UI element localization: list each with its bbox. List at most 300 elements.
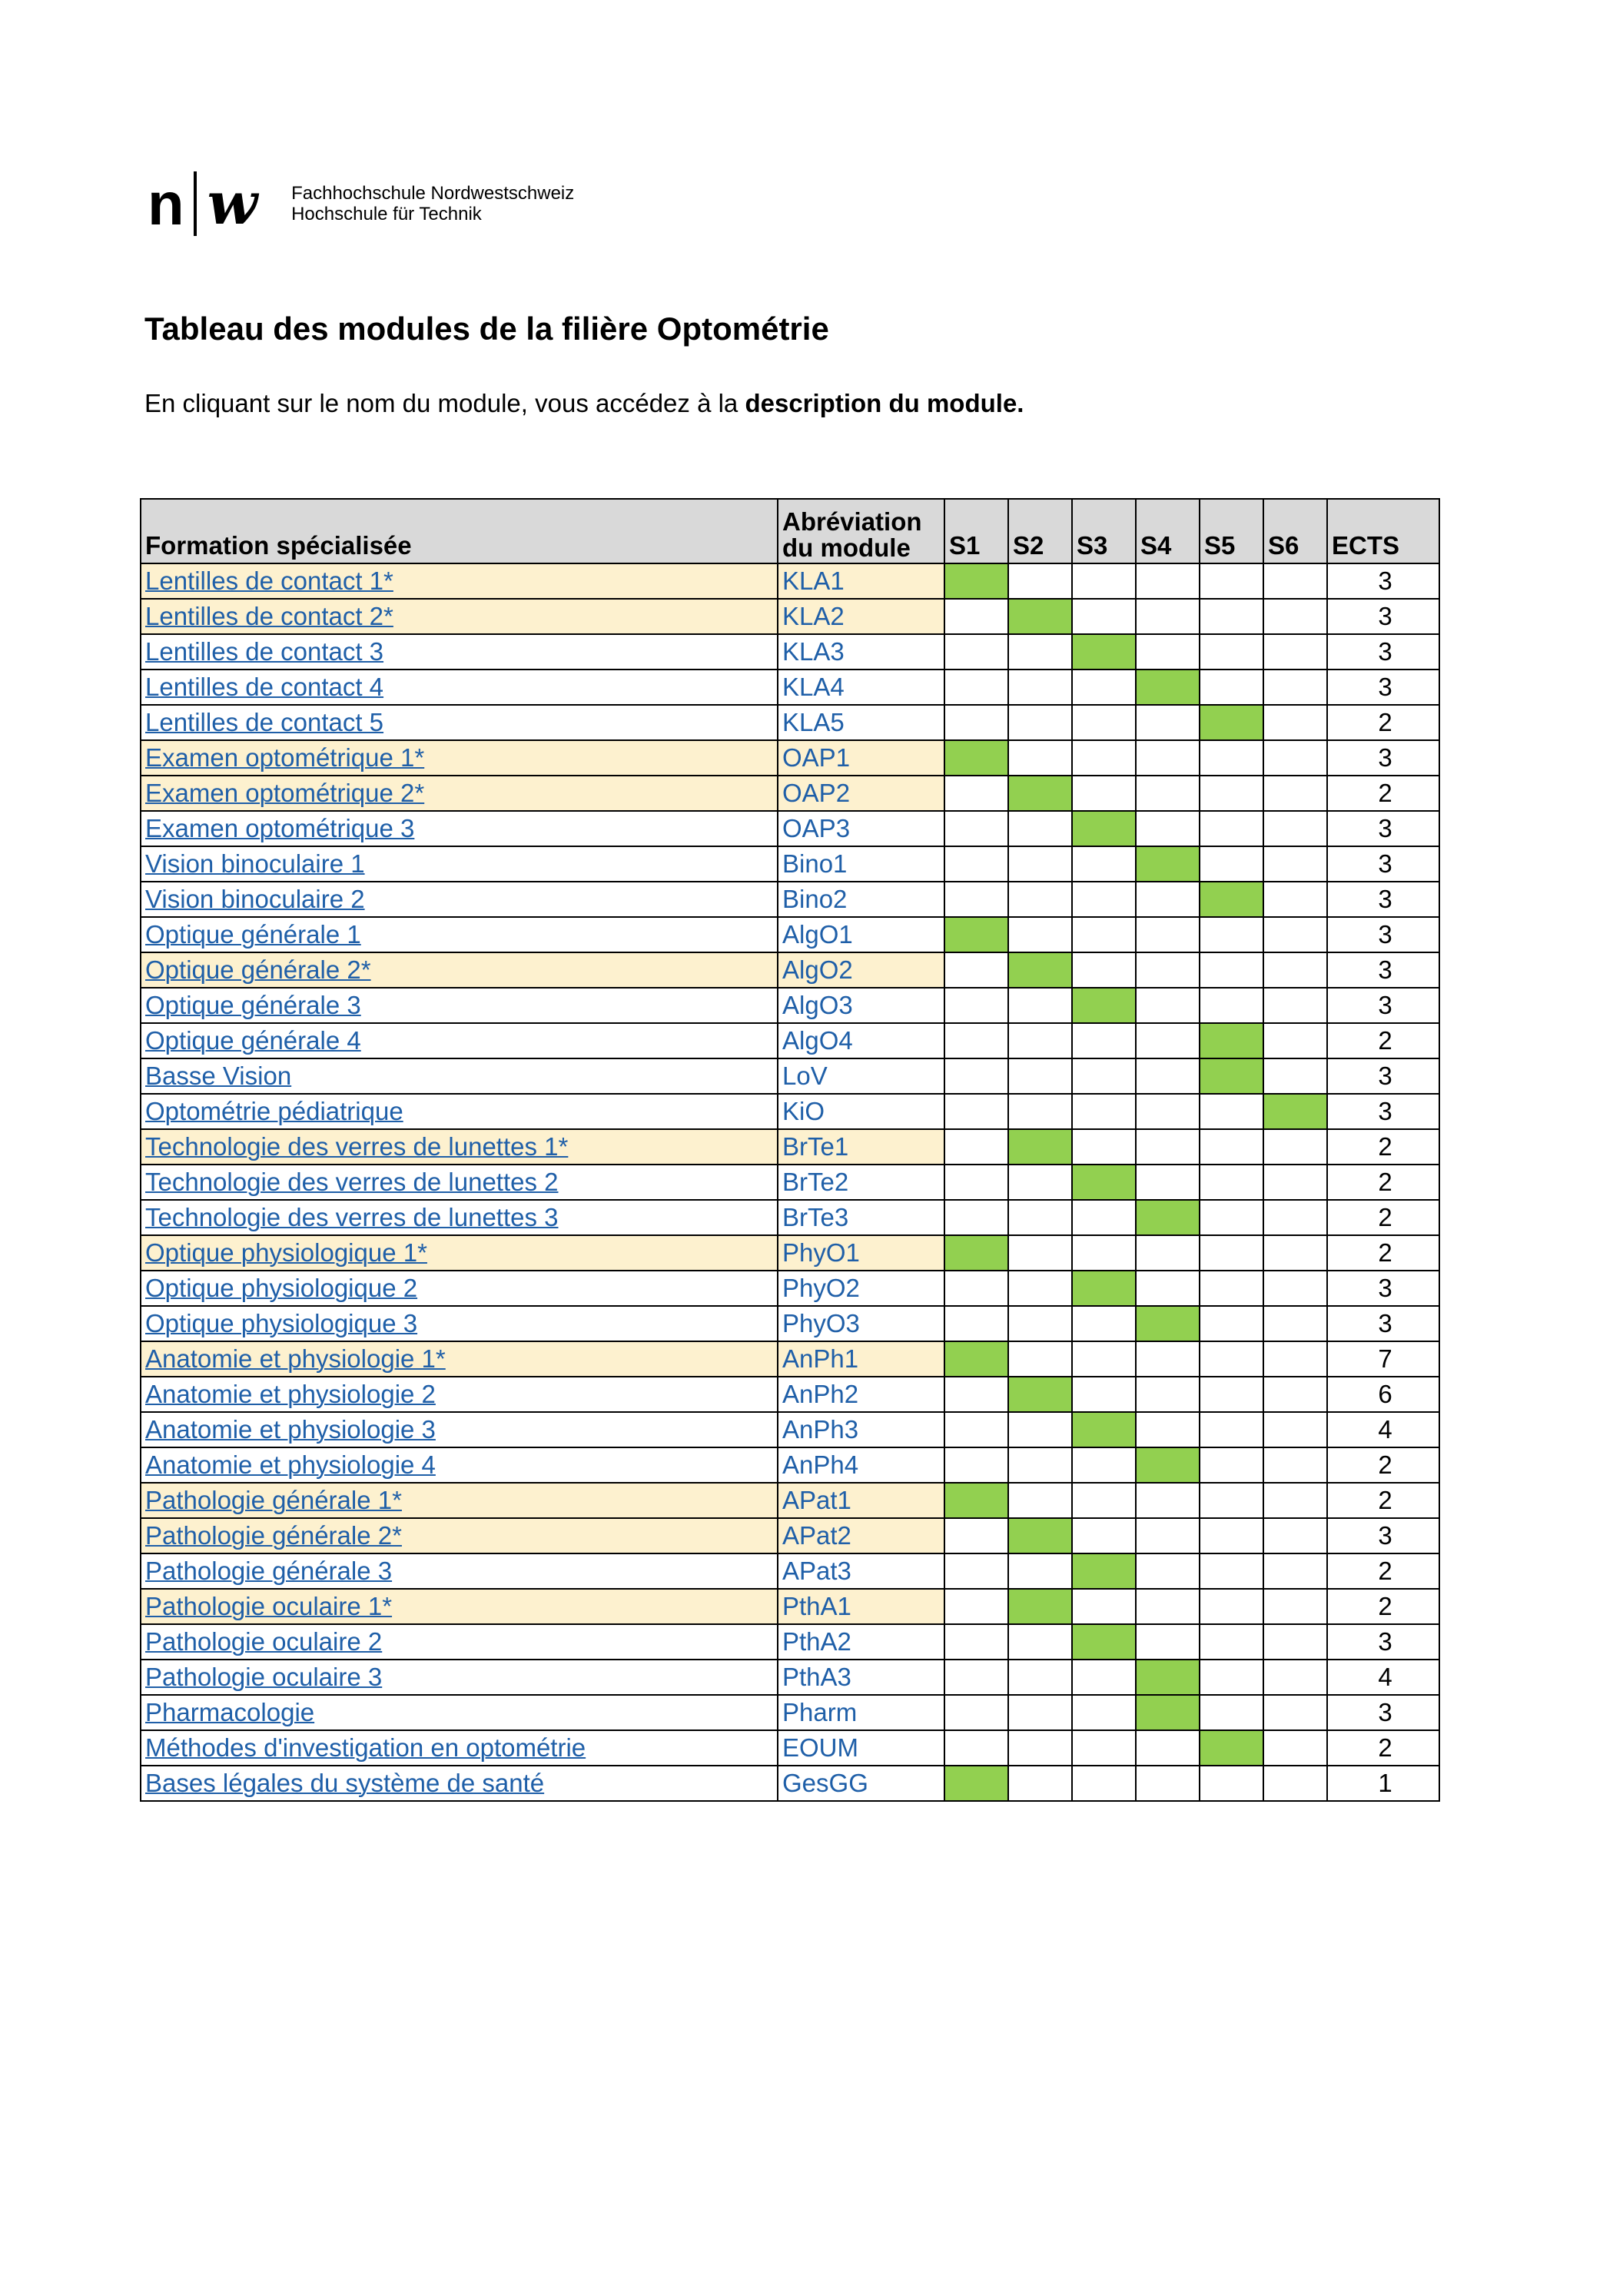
semester-marker-s4 [1136, 1447, 1200, 1483]
module-name-cell [141, 776, 778, 811]
module-link[interactable]: Lentilles de contact 2* [145, 602, 393, 630]
semester-cell-s5 [1200, 1235, 1263, 1271]
semester-cell-s4 [1136, 1235, 1200, 1271]
module-ects: 3 [1327, 811, 1439, 846]
semester-cell-s2 [1008, 1695, 1072, 1730]
module-link[interactable]: Pathologie générale 2* [145, 1521, 402, 1550]
semester-cell-s4 [1136, 1023, 1200, 1058]
semester-marker-s4 [1136, 1200, 1200, 1235]
table-row [141, 988, 1439, 1023]
module-ects: 3 [1327, 1306, 1439, 1341]
module-link[interactable]: Optométrie pédiatrique [145, 1097, 403, 1125]
header-s2: S2 [1008, 499, 1072, 563]
semester-cell-s6 [1263, 1165, 1327, 1200]
semester-cell-s6 [1263, 952, 1327, 988]
module-link[interactable]: Méthodes d'investigation en optométrie [145, 1733, 586, 1762]
module-ects: 2 [1327, 1447, 1439, 1483]
semester-cell-s3 [1072, 952, 1136, 988]
semester-cell-s4 [1136, 634, 1200, 670]
semester-cell-s2 [1008, 1553, 1072, 1589]
semester-cell-s5 [1200, 1518, 1263, 1553]
semester-cell-s2 [1008, 1483, 1072, 1518]
semester-cell-s6 [1263, 1023, 1327, 1058]
semester-cell-s3 [1072, 1589, 1136, 1624]
module-name-cell [141, 1730, 778, 1766]
fhnw-logo [148, 171, 574, 237]
semester-cell-s3 [1072, 1518, 1136, 1553]
logo-letter-w: w [207, 169, 258, 238]
module-abbreviation: KLA5 [778, 705, 944, 740]
semester-cell-s2 [1008, 1058, 1072, 1094]
semester-marker-s2 [1008, 952, 1072, 988]
semester-cell-s2 [1008, 1730, 1072, 1766]
module-link[interactable]: Lentilles de contact 5 [145, 708, 384, 736]
semester-cell-s1 [944, 599, 1008, 634]
module-link[interactable]: Examen optométrique 1* [145, 743, 425, 772]
module-ects: 3 [1327, 1624, 1439, 1660]
module-ects: 3 [1327, 1058, 1439, 1094]
semester-marker-s1 [944, 1766, 1008, 1801]
semester-cell-s5 [1200, 1553, 1263, 1589]
module-ects: 2 [1327, 1730, 1439, 1766]
semester-cell-s2 [1008, 1271, 1072, 1306]
module-abbreviation: PthA3 [778, 1660, 944, 1695]
module-abbreviation: Pharm [778, 1695, 944, 1730]
module-name-cell [141, 1447, 778, 1483]
semester-cell-s4 [1136, 563, 1200, 599]
table-row [141, 882, 1439, 917]
header-ects: ECTS [1327, 499, 1439, 563]
table-row [141, 1518, 1439, 1553]
semester-cell-s5 [1200, 1271, 1263, 1306]
module-link[interactable]: Anatomie et physiologie 4 [145, 1450, 436, 1479]
semester-marker-s3 [1072, 1553, 1136, 1589]
module-ects: 3 [1327, 740, 1439, 776]
table-row [141, 1412, 1439, 1447]
semester-cell-s4 [1136, 1624, 1200, 1660]
semester-cell-s2 [1008, 634, 1072, 670]
header-specialised-training: Formation spécialisée [141, 499, 778, 563]
module-link[interactable]: Basse Vision [145, 1062, 292, 1090]
semester-cell-s6 [1263, 1447, 1327, 1483]
semester-marker-s1 [944, 917, 1008, 952]
module-name-cell [141, 1271, 778, 1306]
semester-cell-s2 [1008, 670, 1072, 705]
semester-cell-s4 [1136, 952, 1200, 988]
semester-cell-s1 [944, 988, 1008, 1023]
semester-marker-s3 [1072, 1165, 1136, 1200]
semester-cell-s6 [1263, 1129, 1327, 1165]
semester-marker-s2 [1008, 1589, 1072, 1624]
logo-divider [194, 171, 197, 236]
table-row [141, 1341, 1439, 1377]
semester-cell-s1 [944, 776, 1008, 811]
module-ects: 3 [1327, 846, 1439, 882]
semester-cell-s6 [1263, 1200, 1327, 1235]
semester-cell-s2 [1008, 563, 1072, 599]
module-link[interactable]: Lentilles de contact 1* [145, 567, 393, 595]
module-abbreviation: PhyO2 [778, 1271, 944, 1306]
module-abbreviation: APat1 [778, 1483, 944, 1518]
semester-cell-s2 [1008, 1660, 1072, 1695]
table-row [141, 670, 1439, 705]
semester-cell-s5 [1200, 1341, 1263, 1377]
module-abbreviation: AlgO1 [778, 917, 944, 952]
module-link[interactable]: Pharmacologie [145, 1698, 315, 1726]
semester-cell-s5 [1200, 1200, 1263, 1235]
semester-cell-s6 [1263, 882, 1327, 917]
semester-cell-s3 [1072, 1235, 1136, 1271]
semester-cell-s1 [944, 1695, 1008, 1730]
semester-cell-s3 [1072, 776, 1136, 811]
semester-cell-s3 [1072, 846, 1136, 882]
header-s3: S3 [1072, 499, 1136, 563]
semester-cell-s2 [1008, 917, 1072, 952]
semester-marker-s2 [1008, 1518, 1072, 1553]
semester-cell-s5 [1200, 563, 1263, 599]
table-row [141, 1058, 1439, 1094]
module-link[interactable]: Optique générale 2* [145, 955, 371, 984]
semester-cell-s6 [1263, 1341, 1327, 1377]
module-link[interactable]: Optique physiologique 1* [145, 1238, 427, 1267]
module-ects: 2 [1327, 1589, 1439, 1624]
semester-cell-s2 [1008, 846, 1072, 882]
table-row [141, 563, 1439, 599]
semester-cell-s3 [1072, 1730, 1136, 1766]
module-ects: 3 [1327, 563, 1439, 599]
module-name-cell [141, 1766, 778, 1801]
module-ects: 2 [1327, 705, 1439, 740]
table-row [141, 1165, 1439, 1200]
semester-cell-s2 [1008, 1341, 1072, 1377]
semester-cell-s6 [1263, 1058, 1327, 1094]
module-name-cell [141, 1695, 778, 1730]
module-abbreviation: KiO [778, 1094, 944, 1129]
module-ects: 3 [1327, 670, 1439, 705]
table-row [141, 917, 1439, 952]
semester-cell-s6 [1263, 670, 1327, 705]
module-ects: 3 [1327, 1518, 1439, 1553]
module-ects: 3 [1327, 1695, 1439, 1730]
semester-cell-s2 [1008, 811, 1072, 846]
semester-marker-s2 [1008, 1129, 1072, 1165]
semester-cell-s5 [1200, 1094, 1263, 1129]
semester-cell-s6 [1263, 705, 1327, 740]
semester-cell-s3 [1072, 1341, 1136, 1377]
module-abbreviation: KLA2 [778, 599, 944, 634]
semester-cell-s5 [1200, 776, 1263, 811]
table-header-row [141, 499, 1439, 563]
module-name-cell [141, 1377, 778, 1412]
table-row [141, 952, 1439, 988]
semester-cell-s2 [1008, 1412, 1072, 1447]
semester-cell-s6 [1263, 1695, 1327, 1730]
semester-marker-s3 [1072, 1271, 1136, 1306]
semester-cell-s4 [1136, 705, 1200, 740]
semester-cell-s3 [1072, 740, 1136, 776]
semester-cell-s3 [1072, 705, 1136, 740]
module-link[interactable]: Pathologie oculaire 1* [145, 1592, 393, 1620]
semester-cell-s3 [1072, 670, 1136, 705]
module-abbreviation: PhyO3 [778, 1306, 944, 1341]
module-name-cell [141, 882, 778, 917]
semester-cell-s3 [1072, 1483, 1136, 1518]
semester-marker-s4 [1136, 846, 1200, 882]
semester-cell-s3 [1072, 1023, 1136, 1058]
semester-cell-s3 [1072, 1200, 1136, 1235]
module-abbreviation: Bino2 [778, 882, 944, 917]
module-ects: 2 [1327, 1165, 1439, 1200]
semester-cell-s5 [1200, 1306, 1263, 1341]
semester-cell-s5 [1200, 1624, 1263, 1660]
module-ects: 6 [1327, 1377, 1439, 1412]
table-row [141, 1553, 1439, 1589]
semester-marker-s1 [944, 740, 1008, 776]
module-name-cell [141, 705, 778, 740]
table-row [141, 599, 1439, 634]
semester-cell-s5 [1200, 1377, 1263, 1412]
table-row [141, 846, 1439, 882]
semester-cell-s1 [944, 634, 1008, 670]
semester-cell-s4 [1136, 1589, 1200, 1624]
module-name-cell [141, 952, 778, 988]
module-abbreviation: PthA1 [778, 1589, 944, 1624]
table-row [141, 1306, 1439, 1341]
table-row [141, 1483, 1439, 1518]
semester-marker-s4 [1136, 1306, 1200, 1341]
semester-cell-s2 [1008, 1447, 1072, 1483]
semester-marker-s4 [1136, 1660, 1200, 1695]
semester-cell-s6 [1263, 988, 1327, 1023]
semester-cell-s4 [1136, 988, 1200, 1023]
header-s5: S5 [1200, 499, 1263, 563]
semester-cell-s2 [1008, 1306, 1072, 1341]
module-link[interactable]: Vision binoculaire 2 [145, 885, 365, 913]
semester-cell-s5 [1200, 1165, 1263, 1200]
module-link[interactable]: Optique générale 4 [145, 1026, 361, 1055]
semester-cell-s3 [1072, 1058, 1136, 1094]
semester-cell-s1 [944, 1624, 1008, 1660]
module-ects: 3 [1327, 882, 1439, 917]
module-link[interactable]: Vision binoculaire 1 [145, 849, 365, 878]
semester-cell-s4 [1136, 1412, 1200, 1447]
module-name-cell [141, 988, 778, 1023]
semester-cell-s5 [1200, 1695, 1263, 1730]
module-ects: 3 [1327, 952, 1439, 988]
module-link[interactable]: Pathologie oculaire 3 [145, 1663, 383, 1691]
institution-line-1: Fachhochschule Nordwestschweiz [291, 183, 575, 204]
semester-cell-s1 [944, 1271, 1008, 1306]
semester-cell-s2 [1008, 1094, 1072, 1129]
semester-cell-s6 [1263, 811, 1327, 846]
semester-marker-s3 [1072, 1412, 1136, 1447]
table-row [141, 1271, 1439, 1306]
semester-cell-s1 [944, 811, 1008, 846]
semester-cell-s3 [1072, 1094, 1136, 1129]
intro-text-plain: En cliquant sur le nom du module, vous accédez à la [144, 389, 745, 417]
semester-cell-s1 [944, 705, 1008, 740]
logo-mark [148, 171, 257, 237]
semester-cell-s1 [944, 1023, 1008, 1058]
module-abbreviation: AnPh4 [778, 1447, 944, 1483]
semester-cell-s1 [944, 1306, 1008, 1341]
module-abbreviation: APat2 [778, 1518, 944, 1553]
semester-cell-s3 [1072, 563, 1136, 599]
table-row [141, 1377, 1439, 1412]
semester-cell-s4 [1136, 1058, 1200, 1094]
semester-cell-s4 [1136, 1129, 1200, 1165]
module-abbreviation: PthA2 [778, 1624, 944, 1660]
module-name-cell [141, 1660, 778, 1695]
semester-cell-s1 [944, 1589, 1008, 1624]
semester-cell-s1 [944, 1412, 1008, 1447]
table-row [141, 1094, 1439, 1129]
module-ects: 3 [1327, 1271, 1439, 1306]
module-link[interactable]: Anatomie et physiologie 2 [145, 1380, 436, 1408]
module-link[interactable]: Technologie des verres de lunettes 1* [145, 1132, 569, 1161]
module-link[interactable]: Pathologie générale 1* [145, 1486, 402, 1514]
module-link[interactable]: Examen optométrique 2* [145, 779, 425, 807]
semester-cell-s1 [944, 1129, 1008, 1165]
module-link[interactable]: Pathologie oculaire 2 [145, 1627, 383, 1656]
table-row [141, 811, 1439, 846]
semester-marker-s2 [1008, 599, 1072, 634]
module-ects: 2 [1327, 1235, 1439, 1271]
module-abbreviation: EOUM [778, 1730, 944, 1766]
table-row [141, 1589, 1439, 1624]
semester-marker-s2 [1008, 776, 1072, 811]
module-name-cell [141, 1518, 778, 1553]
semester-marker-s5 [1200, 1058, 1263, 1094]
table-row [141, 1129, 1439, 1165]
module-link[interactable]: Optique générale 1 [145, 920, 361, 949]
semester-cell-s4 [1136, 1377, 1200, 1412]
institution-name [291, 183, 574, 224]
semester-cell-s2 [1008, 1023, 1072, 1058]
table-row [141, 1235, 1439, 1271]
module-link[interactable]: Anatomie et physiologie 1* [145, 1344, 446, 1373]
semester-cell-s6 [1263, 1235, 1327, 1271]
semester-cell-s2 [1008, 1165, 1072, 1200]
page-title: Tableau des modules de la filière Optométrie [144, 311, 829, 347]
module-name-cell [141, 1129, 778, 1165]
intro-text-bold: description du module. [745, 389, 1024, 417]
semester-cell-s5 [1200, 988, 1263, 1023]
module-link[interactable]: Lentilles de contact 4 [145, 673, 384, 701]
institution-line-2: Hochschule für Technik [291, 204, 482, 224]
module-ects: 3 [1327, 634, 1439, 670]
semester-marker-s5 [1200, 882, 1263, 917]
semester-cell-s4 [1136, 1483, 1200, 1518]
header-abbr-line-1: Abréviation [782, 507, 922, 536]
semester-cell-s2 [1008, 1200, 1072, 1235]
semester-marker-s2 [1008, 1377, 1072, 1412]
semester-cell-s1 [944, 1518, 1008, 1553]
module-name-cell [141, 1306, 778, 1341]
semester-cell-s5 [1200, 1660, 1263, 1695]
semester-cell-s6 [1263, 1483, 1327, 1518]
semester-cell-s3 [1072, 1695, 1136, 1730]
semester-cell-s6 [1263, 563, 1327, 599]
semester-cell-s6 [1263, 1766, 1327, 1801]
semester-cell-s2 [1008, 988, 1072, 1023]
semester-cell-s5 [1200, 1589, 1263, 1624]
semester-cell-s1 [944, 670, 1008, 705]
module-ects: 2 [1327, 1023, 1439, 1058]
semester-cell-s3 [1072, 1129, 1136, 1165]
semester-cell-s5 [1200, 599, 1263, 634]
semester-marker-s3 [1072, 811, 1136, 846]
module-link[interactable]: Pathologie générale 3 [145, 1557, 393, 1585]
module-link[interactable]: Lentilles de contact 3 [145, 637, 384, 666]
semester-cell-s6 [1263, 599, 1327, 634]
semester-cell-s6 [1263, 1271, 1327, 1306]
semester-cell-s3 [1072, 599, 1136, 634]
table-row [141, 1023, 1439, 1058]
module-link[interactable]: Anatomie et physiologie 3 [145, 1415, 436, 1444]
semester-cell-s4 [1136, 1341, 1200, 1377]
module-link[interactable]: Technologie des verres de lunettes 3 [145, 1203, 559, 1231]
module-ects: 2 [1327, 776, 1439, 811]
module-ects: 2 [1327, 1553, 1439, 1589]
module-ects: 1 [1327, 1766, 1439, 1801]
table-row [141, 1766, 1439, 1801]
semester-cell-s5 [1200, 1447, 1263, 1483]
module-link[interactable]: Optique générale 3 [145, 991, 361, 1019]
semester-marker-s5 [1200, 1023, 1263, 1058]
semester-cell-s5 [1200, 952, 1263, 988]
module-name-cell [141, 1235, 778, 1271]
semester-cell-s5 [1200, 1483, 1263, 1518]
module-abbreviation: AnPh2 [778, 1377, 944, 1412]
table-row [141, 1624, 1439, 1660]
semester-cell-s6 [1263, 740, 1327, 776]
semester-cell-s3 [1072, 1766, 1136, 1801]
table-row [141, 740, 1439, 776]
semester-cell-s1 [944, 1058, 1008, 1094]
semester-cell-s2 [1008, 705, 1072, 740]
module-link[interactable]: Examen optométrique 3 [145, 814, 415, 842]
semester-cell-s5 [1200, 740, 1263, 776]
module-abbreviation: AnPh1 [778, 1341, 944, 1377]
semester-cell-s1 [944, 882, 1008, 917]
module-abbreviation: KLA4 [778, 670, 944, 705]
module-name-cell [141, 1094, 778, 1129]
module-ects: 4 [1327, 1660, 1439, 1695]
module-name-cell [141, 634, 778, 670]
module-ects: 2 [1327, 1129, 1439, 1165]
module-link[interactable]: Optique physiologique 3 [145, 1309, 418, 1337]
semester-cell-s5 [1200, 1766, 1263, 1801]
semester-marker-s3 [1072, 1624, 1136, 1660]
module-name-cell [141, 1412, 778, 1447]
module-link[interactable]: Optique physiologique 2 [145, 1274, 418, 1302]
semester-cell-s4 [1136, 599, 1200, 634]
semester-cell-s4 [1136, 1094, 1200, 1129]
module-link[interactable]: Bases légales du système de santé [145, 1769, 545, 1797]
table-row [141, 1730, 1439, 1766]
module-rows [141, 563, 1439, 1801]
semester-cell-s4 [1136, 1271, 1200, 1306]
semester-cell-s6 [1263, 1306, 1327, 1341]
table-row [141, 1695, 1439, 1730]
semester-cell-s4 [1136, 1518, 1200, 1553]
semester-cell-s4 [1136, 1553, 1200, 1589]
module-link[interactable]: Technologie des verres de lunettes 2 [145, 1168, 559, 1196]
table-row [141, 1660, 1439, 1695]
semester-cell-s4 [1136, 1766, 1200, 1801]
semester-cell-s6 [1263, 1624, 1327, 1660]
